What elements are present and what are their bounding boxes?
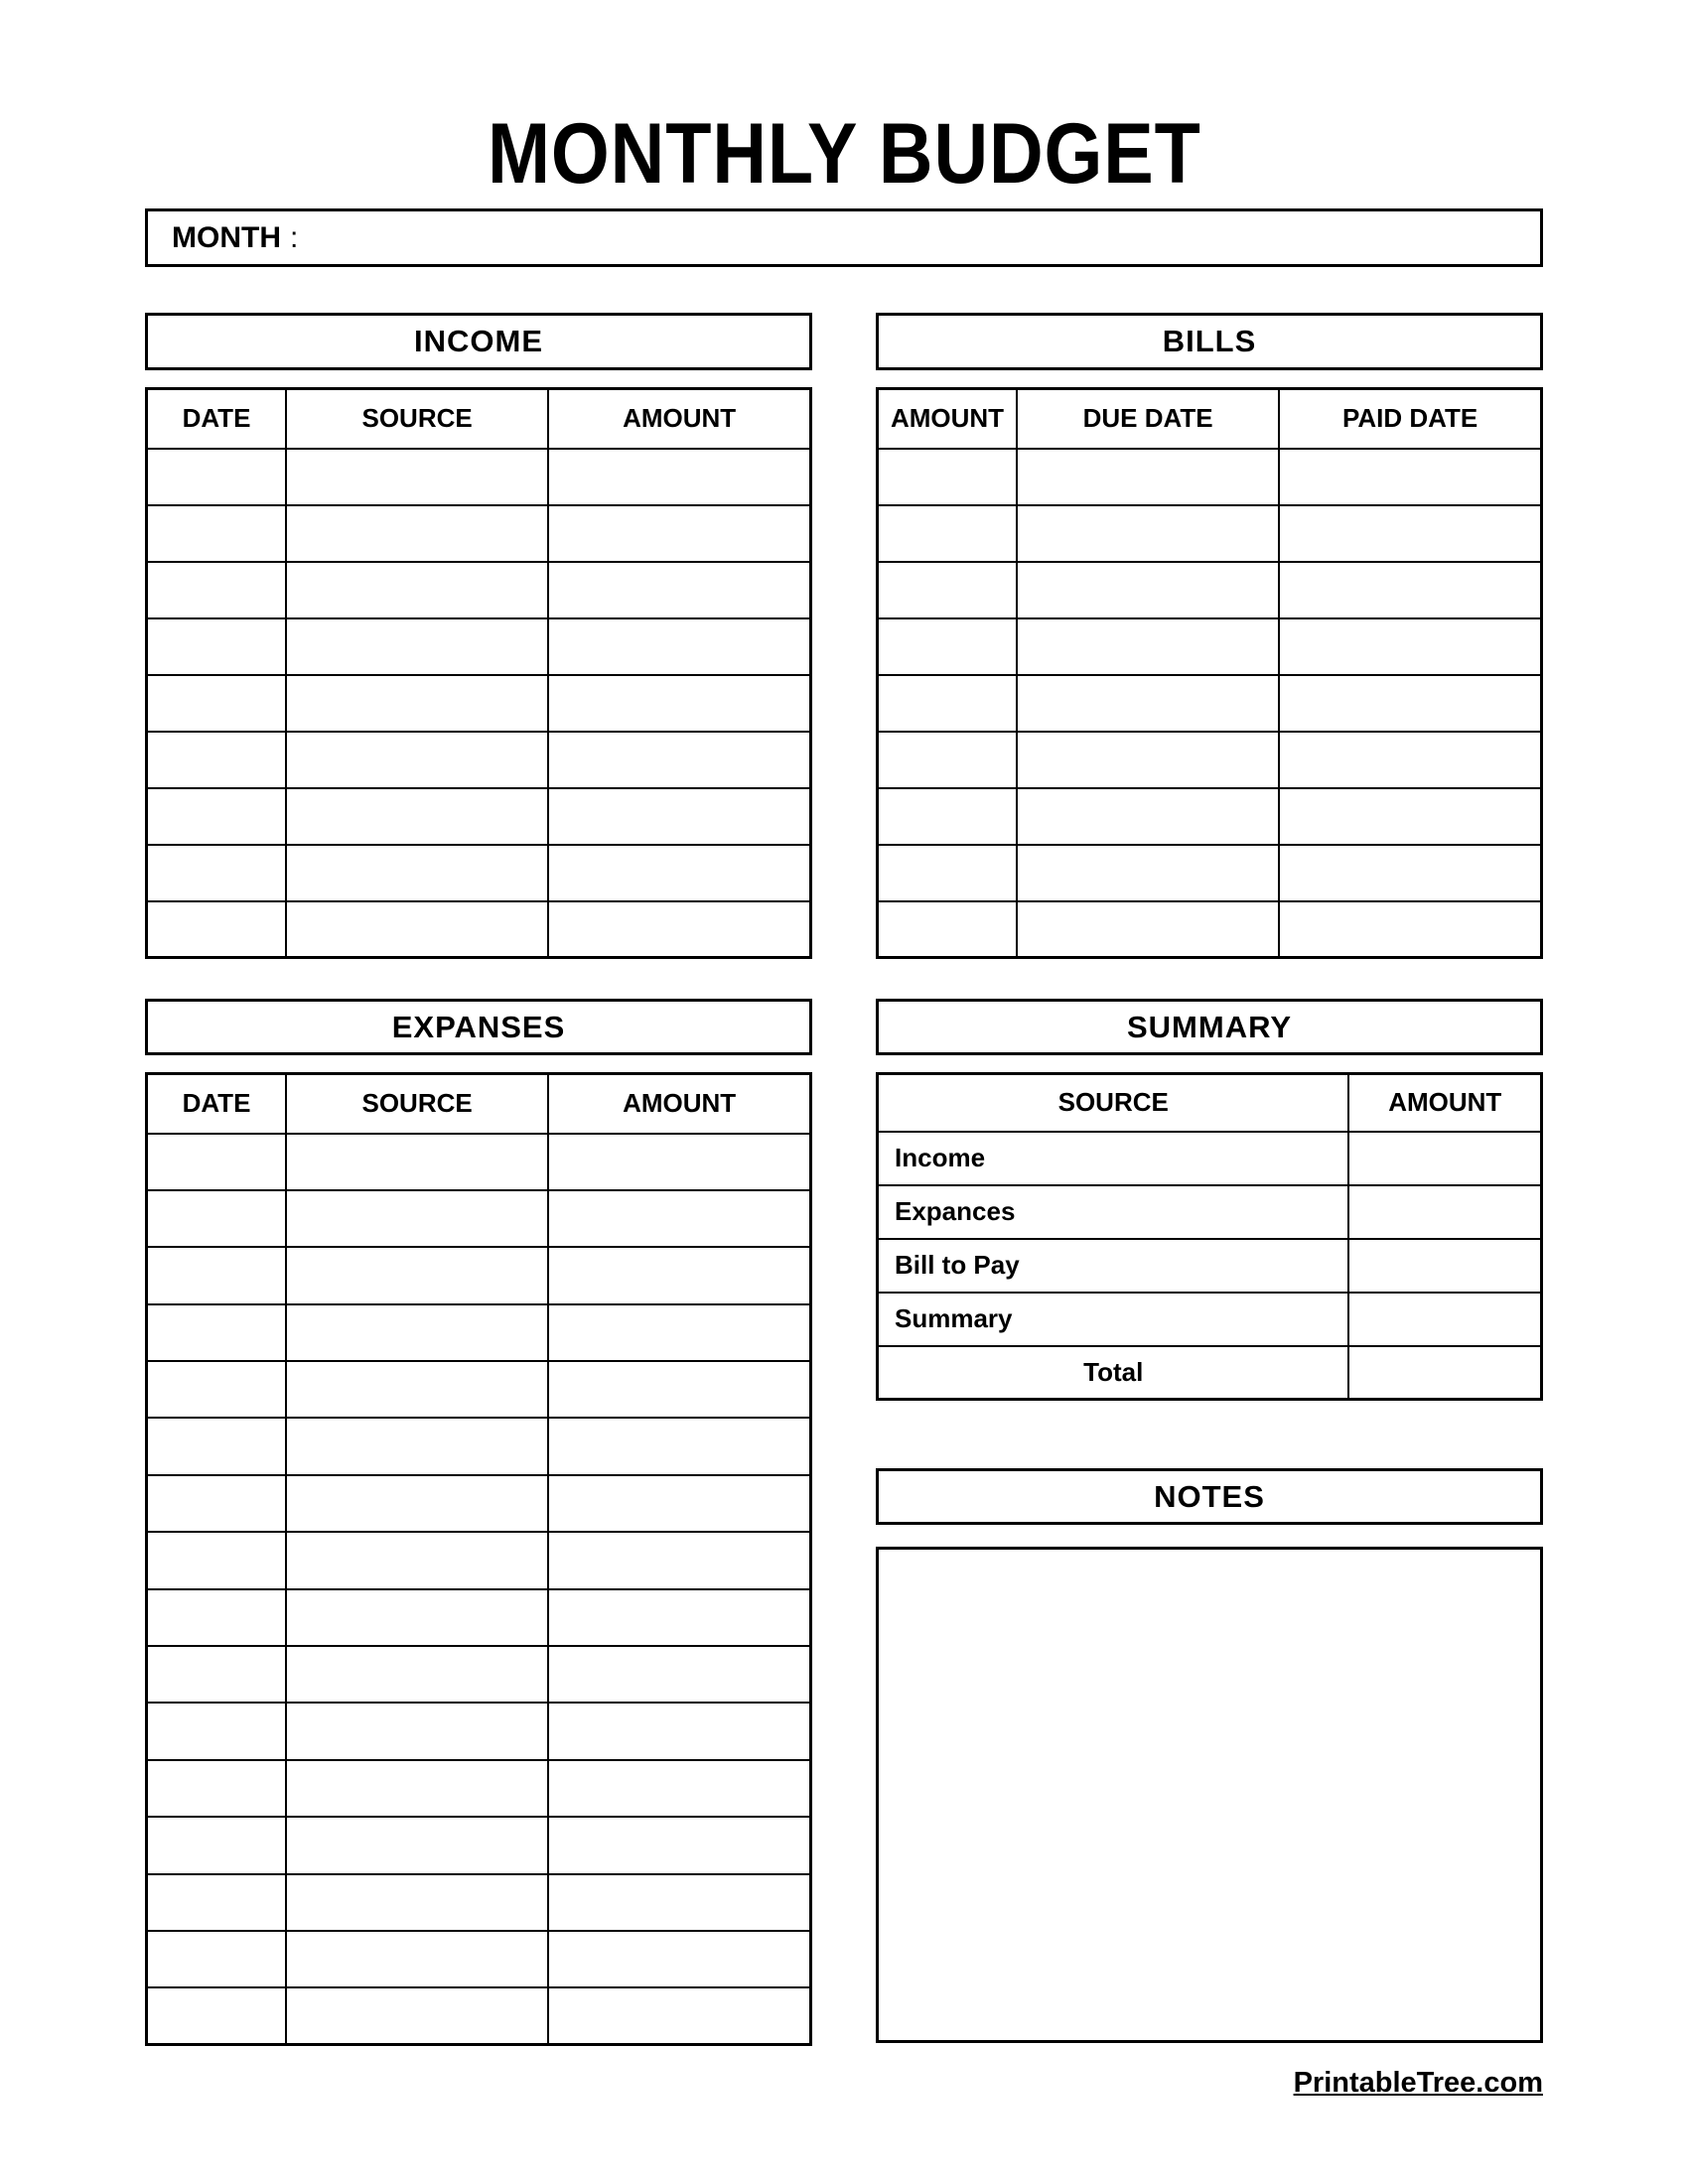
expanses-row (147, 1304, 811, 1361)
expanses-cell[interactable] (147, 1361, 286, 1418)
expanses-row (147, 1817, 811, 1873)
income-cell[interactable] (548, 562, 810, 618)
expanses-cell[interactable] (548, 1304, 810, 1361)
income-row (147, 449, 811, 505)
bills-col-header: PAID DATE (1279, 389, 1541, 449)
income-cell[interactable] (147, 562, 286, 618)
expanses-col-header: SOURCE (286, 1074, 548, 1134)
expanses-cell[interactable] (548, 1475, 810, 1532)
month-input-area[interactable] (298, 211, 1540, 264)
notes-input-area[interactable] (876, 1547, 1543, 2043)
expanses-cell[interactable] (548, 1418, 810, 1474)
bills-cell[interactable] (1279, 618, 1541, 675)
bills-cell[interactable] (1017, 732, 1279, 788)
summary-col-header: AMOUNT (1348, 1074, 1541, 1132)
expanses-cell[interactable] (147, 1475, 286, 1532)
page-title-text: MONTHLY BUDGET (487, 106, 1201, 202)
income-row (147, 732, 811, 788)
income-section-header (145, 313, 812, 370)
bills-cell[interactable] (1017, 845, 1279, 901)
expanses-row (147, 1931, 811, 1987)
expanses-cell[interactable] (548, 1134, 810, 1190)
summary-row (878, 1239, 1542, 1293)
income-cell[interactable] (147, 732, 286, 788)
expanses-cell[interactable] (286, 1703, 548, 1759)
bills-cell[interactable] (878, 901, 1017, 958)
income-row (147, 901, 811, 958)
summary-row (878, 1293, 1542, 1346)
summary-header-row (878, 1074, 1542, 1132)
expanses-row (147, 1418, 811, 1474)
expanses-row (147, 1532, 811, 1588)
expanses-row (147, 1475, 811, 1532)
income-row (147, 562, 811, 618)
expanses-cell[interactable] (286, 1931, 548, 1987)
summary-table (876, 1072, 1543, 1401)
expanses-cell[interactable] (147, 1589, 286, 1646)
income-row (147, 675, 811, 732)
income-cell[interactable] (147, 845, 286, 901)
expanses-cell[interactable] (548, 1247, 810, 1303)
bills-header-row (878, 389, 1542, 449)
income-cell[interactable] (147, 675, 286, 732)
expanses-cell[interactable] (548, 1760, 810, 1817)
expanses-row (147, 1134, 811, 1190)
expanses-cell[interactable] (548, 1532, 810, 1588)
summary-total-row (878, 1346, 1542, 1400)
expanses-table (145, 1072, 812, 2046)
notes-section-header (876, 1468, 1543, 1525)
expanses-cell[interactable] (147, 1418, 286, 1474)
income-cell[interactable] (548, 505, 810, 562)
income-col-header: DATE (147, 389, 286, 449)
expanses-cell[interactable] (147, 1247, 286, 1303)
expanses-cell[interactable] (286, 1190, 548, 1247)
expanses-row (147, 1874, 811, 1931)
bills-cell[interactable] (1279, 732, 1541, 788)
income-row (147, 505, 811, 562)
month-colon: : (289, 220, 299, 254)
summary-amount-cell[interactable] (1348, 1185, 1541, 1239)
expanses-header-row (147, 1074, 811, 1134)
income-row (147, 618, 811, 675)
expanses-cell[interactable] (548, 1817, 810, 1873)
income-cell[interactable] (548, 449, 810, 505)
summary-amount-cell[interactable] (1348, 1132, 1541, 1185)
bills-cell[interactable] (878, 505, 1017, 562)
income-row (147, 788, 811, 845)
bills-cell[interactable] (1279, 449, 1541, 505)
expanses-row (147, 1987, 811, 2044)
income-cell[interactable] (548, 788, 810, 845)
expanses-cell[interactable] (286, 1304, 548, 1361)
income-col-header: AMOUNT (548, 389, 810, 449)
expanses-cell[interactable] (147, 1134, 286, 1190)
expanses-cell[interactable] (548, 1703, 810, 1759)
expanses-cell[interactable] (286, 1361, 548, 1418)
bills-cell[interactable] (1017, 901, 1279, 958)
expanses-row (147, 1646, 811, 1703)
expanses-row (147, 1247, 811, 1303)
expanses-col-header: AMOUNT (548, 1074, 810, 1134)
expanses-cell[interactable] (147, 1760, 286, 1817)
bills-cell[interactable] (1279, 788, 1541, 845)
bills-cell[interactable] (878, 788, 1017, 845)
bills-cell[interactable] (1017, 505, 1279, 562)
page-title (0, 106, 1688, 202)
expanses-row (147, 1190, 811, 1247)
bills-row (878, 449, 1542, 505)
income-cell[interactable] (147, 505, 286, 562)
expanses-cell[interactable] (147, 1304, 286, 1361)
bills-cell[interactable] (878, 562, 1017, 618)
expanses-cell[interactable] (286, 1247, 548, 1303)
bills-col-header: DUE DATE (1017, 389, 1279, 449)
summary-section-header (876, 999, 1543, 1055)
expanses-col-header: DATE (147, 1074, 286, 1134)
bills-table (876, 387, 1543, 959)
bills-row (878, 562, 1542, 618)
expanses-cell[interactable] (548, 1646, 810, 1703)
summary-col-header: SOURCE (878, 1074, 1349, 1132)
bills-cell[interactable] (1279, 562, 1541, 618)
expanses-section-header (145, 999, 812, 1055)
bills-cell[interactable] (878, 675, 1017, 732)
summary-total-label: Total (878, 1346, 1349, 1400)
expanses-cell[interactable] (286, 1475, 548, 1532)
bills-cell[interactable] (1279, 505, 1541, 562)
bills-cell[interactable] (878, 449, 1017, 505)
expanses-cell[interactable] (548, 1931, 810, 1987)
expanses-cell[interactable] (286, 1134, 548, 1190)
income-cell[interactable] (286, 449, 548, 505)
bills-cell[interactable] (1017, 562, 1279, 618)
summary-section-title: SUMMARY (1126, 1009, 1292, 1044)
bills-section-title: BILLS (1162, 324, 1257, 358)
income-cell[interactable] (548, 845, 810, 901)
income-cell[interactable] (147, 449, 286, 505)
bills-cell[interactable] (1017, 675, 1279, 732)
notes-section-title: NOTES (1154, 1478, 1265, 1514)
bills-cell[interactable] (1017, 788, 1279, 845)
income-cell[interactable] (286, 788, 548, 845)
expanses-cell[interactable] (147, 1874, 286, 1931)
summary-amount-cell[interactable] (1348, 1239, 1541, 1293)
summary-row (878, 1185, 1542, 1239)
bills-row (878, 732, 1542, 788)
footer-link[interactable]: PrintableTree.com (1293, 2067, 1543, 2099)
expanses-cell[interactable] (147, 1532, 286, 1588)
expanses-row (147, 1361, 811, 1418)
expanses-cell[interactable] (548, 1874, 810, 1931)
expanses-row (147, 1760, 811, 1817)
bills-row (878, 845, 1542, 901)
bills-cell[interactable] (1279, 901, 1541, 958)
expanses-cell[interactable] (147, 1703, 286, 1759)
income-cell[interactable] (286, 618, 548, 675)
income-table (145, 387, 812, 959)
expanses-section-title: EXPANSES (391, 1009, 566, 1044)
income-cell[interactable] (147, 788, 286, 845)
summary-row-label: Summary (878, 1293, 1349, 1346)
expanses-cell[interactable] (548, 1589, 810, 1646)
expanses-cell[interactable] (147, 1931, 286, 1987)
bills-row (878, 788, 1542, 845)
expanses-row (147, 1703, 811, 1759)
expanses-cell[interactable] (286, 1418, 548, 1474)
summary-total-amount-cell[interactable] (1348, 1346, 1541, 1400)
summary-row (878, 1132, 1542, 1185)
expanses-cell[interactable] (286, 1589, 548, 1646)
income-col-header: SOURCE (286, 389, 548, 449)
bills-cell[interactable] (1017, 449, 1279, 505)
summary-amount-cell[interactable] (1348, 1293, 1541, 1346)
expanses-cell[interactable] (147, 1190, 286, 1247)
summary-row-label: Bill to Pay (878, 1239, 1349, 1293)
expanses-cell[interactable] (286, 1874, 548, 1931)
expanses-cell[interactable] (548, 1361, 810, 1418)
bills-col-header: AMOUNT (878, 389, 1017, 449)
expanses-cell[interactable] (548, 1190, 810, 1247)
income-cell[interactable] (286, 845, 548, 901)
bills-row (878, 675, 1542, 732)
income-header-row (147, 389, 811, 449)
income-cell[interactable] (286, 505, 548, 562)
income-cell[interactable] (286, 675, 548, 732)
bills-row (878, 901, 1542, 958)
expanses-cell[interactable] (147, 1987, 286, 2044)
month-field-box (145, 208, 1543, 267)
expanses-cell[interactable] (147, 1646, 286, 1703)
bills-cell[interactable] (878, 618, 1017, 675)
expanses-row (147, 1589, 811, 1646)
expanses-cell[interactable] (286, 1646, 548, 1703)
bills-section-header (876, 313, 1543, 370)
income-section-title: INCOME (414, 324, 543, 358)
income-cell[interactable] (548, 901, 810, 958)
income-cell[interactable] (286, 732, 548, 788)
expanses-cell[interactable] (548, 1987, 810, 2044)
bills-cell[interactable] (1279, 675, 1541, 732)
expanses-cell[interactable] (286, 1987, 548, 2044)
expanses-cell[interactable] (147, 1817, 286, 1873)
income-cell[interactable] (548, 618, 810, 675)
income-cell[interactable] (286, 901, 548, 958)
month-label: MONTH (172, 220, 281, 254)
summary-row-label: Expances (878, 1185, 1349, 1239)
bills-cell[interactable] (878, 845, 1017, 901)
bills-cell[interactable] (1017, 618, 1279, 675)
income-row (147, 845, 811, 901)
summary-row-label: Income (878, 1132, 1349, 1185)
expanses-cell[interactable] (286, 1760, 548, 1817)
bills-cell[interactable] (1279, 845, 1541, 901)
expanses-cell[interactable] (286, 1817, 548, 1873)
bills-row (878, 618, 1542, 675)
income-cell[interactable] (548, 675, 810, 732)
bills-cell[interactable] (878, 732, 1017, 788)
income-cell[interactable] (147, 901, 286, 958)
bills-row (878, 505, 1542, 562)
income-cell[interactable] (548, 732, 810, 788)
income-cell[interactable] (147, 618, 286, 675)
income-cell[interactable] (286, 562, 548, 618)
expanses-cell[interactable] (286, 1532, 548, 1588)
